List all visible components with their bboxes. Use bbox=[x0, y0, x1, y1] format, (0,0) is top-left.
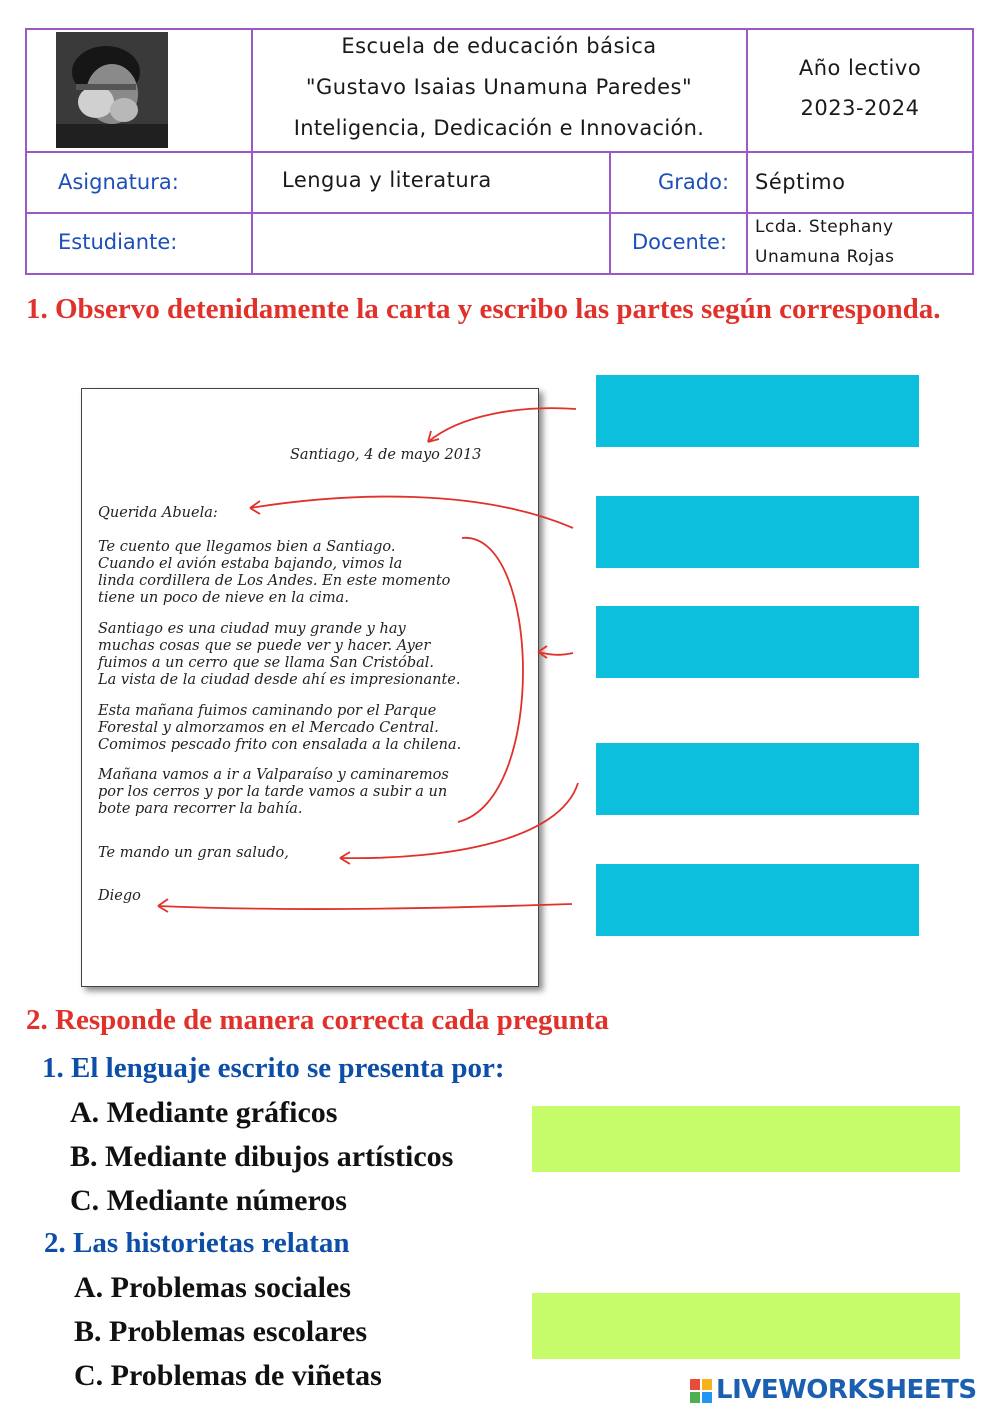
subject-value: Lengua y literatura bbox=[282, 168, 492, 192]
question-1-option-c: C. Mediante números bbox=[70, 1184, 347, 1217]
letter-body-line: Esta mañana fuimos caminando por el Parque bbox=[98, 703, 437, 719]
letter-body-line: Forestal y almorzamos en el Mercado Central. bbox=[98, 720, 439, 736]
arrow-to-signature bbox=[158, 904, 572, 909]
question-2-option-b: B. Problemas escolares bbox=[74, 1315, 368, 1348]
letter-body-line: La vista de la ciudad desde ahí es impresionante. bbox=[98, 672, 461, 688]
answer-box-closing[interactable] bbox=[596, 743, 919, 815]
bracket-body bbox=[458, 538, 523, 822]
liveworksheets-logo-icon bbox=[690, 1379, 712, 1403]
letter-closing: Te mando un gran saludo, bbox=[98, 845, 289, 861]
letter-body-line: Santiago es una ciudad muy grande y hay bbox=[98, 621, 406, 637]
letter-body-line: fuimos a un cerro que se llama San Cristóbal. bbox=[98, 655, 435, 671]
question-2-option-c: C. Problemas de viñetas bbox=[74, 1359, 382, 1392]
letter-body-line: muchas cosas que se puede ver y hacer. Ayer bbox=[98, 638, 431, 654]
question-2-option-a: A. Problemas sociales bbox=[74, 1271, 351, 1304]
answer-box-body[interactable] bbox=[596, 606, 919, 678]
subject-label: Asignatura: bbox=[58, 170, 179, 194]
arrow-to-date bbox=[428, 408, 576, 442]
question-1: 1. El lenguaje escrito se presenta por: bbox=[42, 1052, 505, 1084]
letter-body-line: Te cuento que llegamos bien a Santiago. bbox=[98, 539, 396, 555]
question-1-option-a: A. Mediante gráficos bbox=[70, 1096, 338, 1129]
arrow-to-body bbox=[538, 652, 573, 655]
grade-value: Séptimo bbox=[755, 170, 846, 194]
question-2: 2. Las historietas relatan bbox=[44, 1227, 350, 1259]
letter-body-line: tiene un poco de nieve en la cima. bbox=[98, 590, 349, 606]
school-name-line2: "Gustavo Isaias Unamuna Paredes" bbox=[305, 75, 693, 99]
school-motto: Inteligencia, Dedicación e Innovación. bbox=[293, 116, 705, 140]
school-year-value: 2023-2024 bbox=[800, 96, 920, 120]
liveworksheets-brand: LIVEWORKSHEETS bbox=[716, 1375, 977, 1405]
letter-body-line: por los cerros y por la tarde vamos a subir a un bbox=[98, 784, 448, 800]
letter-body-line: Comimos pescado frito con ensalada a la chilena. bbox=[98, 737, 462, 753]
answer-box-greeting[interactable] bbox=[596, 496, 919, 568]
question-1-answer-box[interactable] bbox=[532, 1106, 960, 1172]
student-label: Estudiante: bbox=[58, 230, 178, 254]
school-name-line1: Escuela de educación básica bbox=[341, 34, 657, 58]
teacher-label: Docente: bbox=[632, 230, 728, 254]
teacher-name-line1: Lcda. Stephany bbox=[755, 217, 894, 237]
letter-body-line: Cuando el avión estaba bajando, vimos la bbox=[98, 556, 403, 572]
teacher-name-line2: Unamuna Rojas bbox=[755, 247, 895, 267]
arrow-to-greeting bbox=[250, 497, 573, 528]
question-2-answer-box[interactable] bbox=[532, 1293, 960, 1359]
letter-date: Santiago, 4 de mayo 2013 bbox=[290, 447, 482, 463]
section1-instruction: 1. Observo detenidamente la carta y escribo las partes según corresponda. bbox=[26, 293, 941, 325]
answer-box-date[interactable] bbox=[596, 375, 919, 447]
answer-box-signature[interactable] bbox=[596, 864, 919, 936]
question-1-option-b: B. Mediante dibujos artísticos bbox=[70, 1140, 454, 1173]
grade-label: Grado: bbox=[658, 170, 730, 194]
school-year-label: Año lectivo bbox=[798, 56, 922, 80]
letter-body-line: bote para recorrer la bahía. bbox=[98, 801, 303, 817]
letter-body-line: Mañana vamos a ir a Valparaíso y caminaremos bbox=[98, 767, 449, 783]
letter-signature: Diego bbox=[98, 888, 141, 904]
section2-instruction: 2. Responde de manera correcta cada pregunta bbox=[26, 1004, 609, 1036]
letter-body-line: linda cordillera de Los Andes. En este momento bbox=[98, 573, 451, 589]
letter-greeting: Querida Abuela: bbox=[98, 505, 218, 521]
arrow-to-closing bbox=[340, 783, 578, 858]
